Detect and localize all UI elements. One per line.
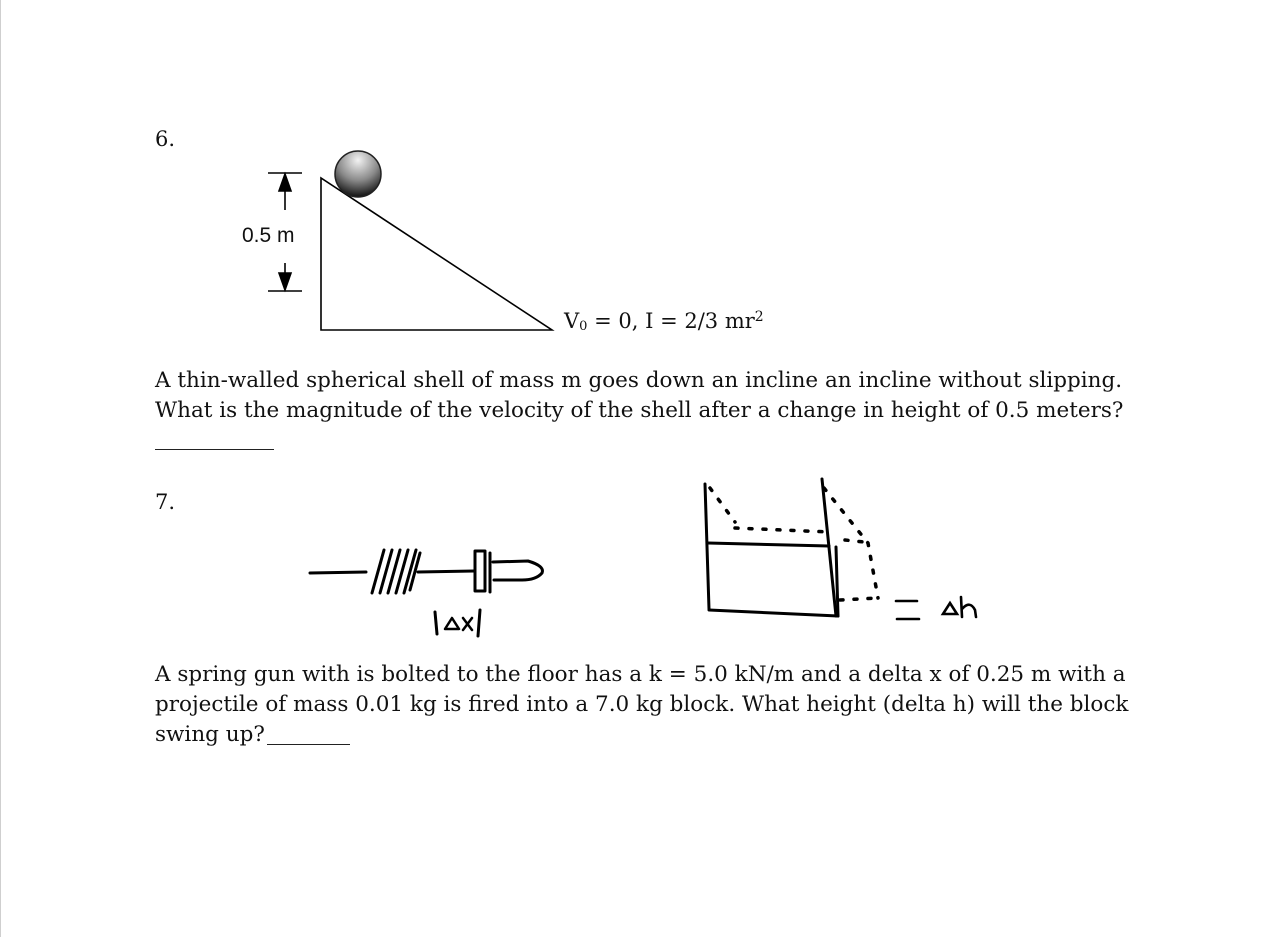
conditions-text: = 0, I = 2/3 mr: [587, 309, 755, 333]
height-dimension-top: [268, 173, 302, 210]
question-6-answer-blank[interactable]: [155, 449, 274, 450]
initial-conditions-label: [564, 309, 764, 334]
question-7-line-2: projectile of mass 0.01 kg is fired into a 7.0 kg block. What height (delta h) will the block: [155, 692, 1129, 717]
question-6-number: 6.: [155, 127, 176, 151]
height-dimension-bottom: [268, 263, 302, 291]
velocity-subscript: 0: [579, 319, 588, 334]
question-7-number: 7.: [155, 490, 176, 514]
spring-gun-sketch: [310, 550, 542, 636]
incline-triangle: [321, 178, 552, 330]
question-7-line-1: A spring gun with is bolted to the floor has a k = 5.0 kN/m and a delta x of 0.25 m with a: [155, 662, 1126, 687]
block-pendulum-sketch: [705, 479, 838, 616]
question-7-answer-blank[interactable]: [267, 744, 350, 745]
question-6-line-2: What is the magnitude of the velocity of the shell after a change in height of 0.5 meters?: [155, 398, 1124, 423]
height-label: 0.5 m: [242, 224, 295, 247]
question-7-text: [155, 660, 1155, 750]
question-6-text: [155, 366, 1155, 426]
delta-h-sketch: [896, 597, 976, 619]
question-7-line-3: swing up?: [155, 722, 265, 747]
question-6-line-1: A thin-walled spherical shell of mass m goes down an incline an incline without slipping.: [155, 368, 1123, 393]
radius-exponent: 2: [754, 309, 764, 325]
spherical-shell: [335, 151, 381, 197]
velocity-symbol: V: [564, 309, 580, 333]
